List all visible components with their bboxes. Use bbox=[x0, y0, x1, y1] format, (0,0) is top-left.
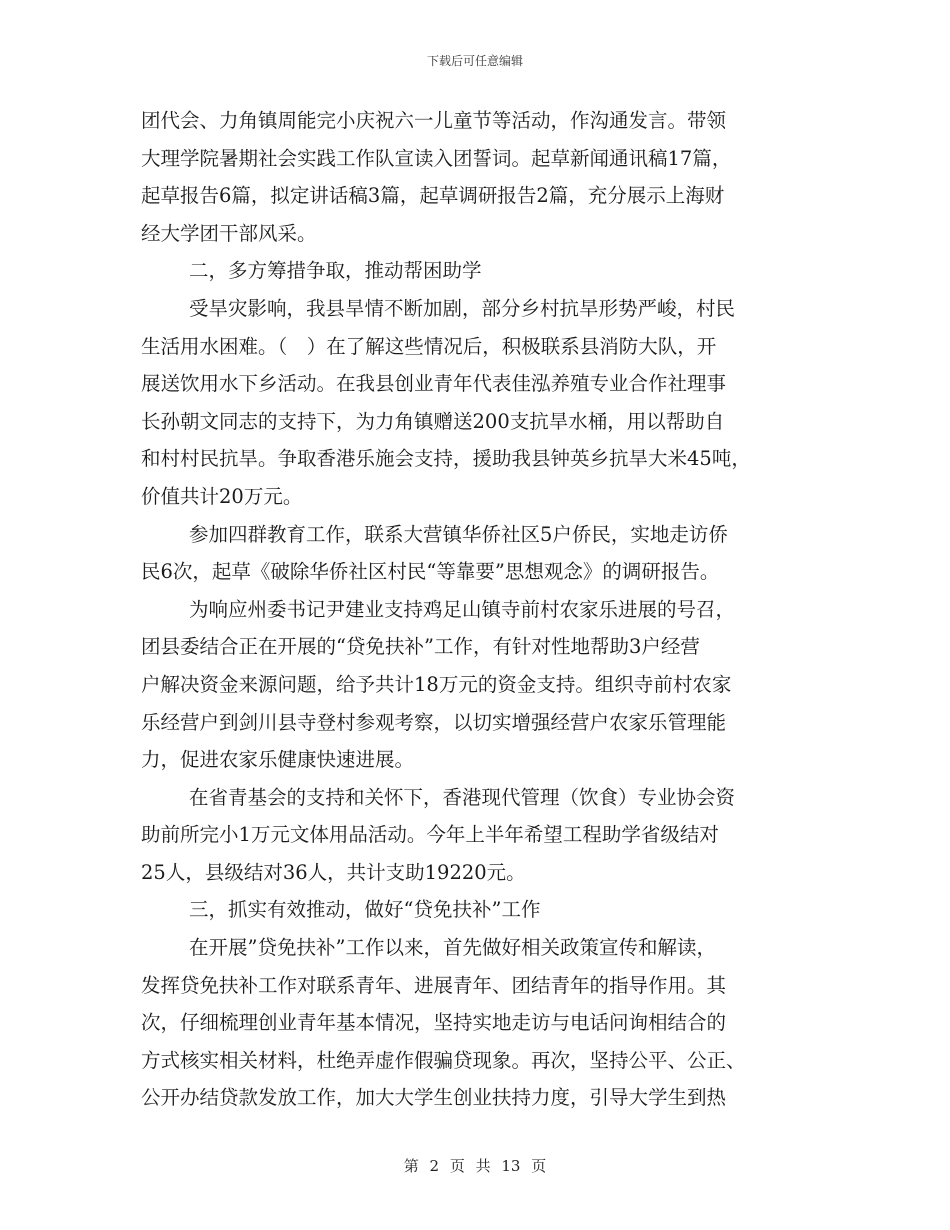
text-line: 在省青基会的支持和关怀下，香港现代管理（饮食）专业协会资 bbox=[189, 785, 736, 809]
text-line: 力，促进农家乐健康快速进展。 bbox=[141, 748, 415, 772]
text-line: 公开办结贷款发放工作，加大大学生创业扶持力度，引导大学生到热 bbox=[141, 1086, 727, 1110]
text-line: 经大学团干部风采。 bbox=[141, 221, 317, 245]
text-line: 户解决资金来源问题，给予共计18万元的资金支持。组织寺前村农家 bbox=[141, 672, 732, 696]
text-line: 三，抓实有效推动，做好“贷免扶补”工作 bbox=[189, 898, 541, 922]
document-body bbox=[141, 102, 813, 1117]
text-line: 团代会、力角镇周能完小庆祝六一儿童节等活动，作沟通发言。带领 bbox=[141, 109, 727, 132]
text-line: 二，多方筹措争取，推动帮困助学 bbox=[189, 259, 482, 283]
text-line: 在开展”贷免扶补”工作以来，首先做好相关政策宣传和解读， bbox=[189, 936, 716, 960]
text-line: 方式核实相关材料，杜绝弄虚作假骗贷现象。再次，坚持公平、公正、 bbox=[141, 1048, 746, 1072]
text-line: 和村村民抗旱。争取香港乐施会支持，援助我县钟英乡抗旱大米45吨， bbox=[141, 447, 751, 471]
text-line: 次，仔细梳理创业青年基本情况，坚持实地走访与电话问询相结合的 bbox=[141, 1011, 727, 1035]
text-line: 受旱灾影响，我县旱情不断加剧，部分乡村抗旱形势严峻，村民 bbox=[189, 296, 736, 320]
text-line: 发挥贷免扶补工作对联系青年、进展青年、团结青年的指导作用。其 bbox=[141, 973, 727, 997]
text-line: 民6次，起草《破除华侨社区村民“等靠要”思想观念》的调研报告。 bbox=[141, 560, 720, 584]
page-header: 下载后可任意编辑 bbox=[426, 54, 523, 68]
text-line: 为响应州委书记尹建业支持鸡足山镇寺前村农家乐进展的号召， bbox=[189, 597, 736, 621]
text-line: 乐经营户到剑川县寺登村参观考察，以切实增强经营户农家乐管理能 bbox=[141, 710, 727, 734]
text-line: 长孙朝文同志的支持下，为力角镇赠送200支抗旱水桶，用以帮助自 bbox=[141, 409, 725, 433]
text-line: 大理学院暑期社会实践工作队宣读入团誓词。起草新闻通讯稿17篇， bbox=[141, 146, 732, 170]
text-line: 25人，县级结对36人，共计支助19220元。 bbox=[141, 860, 526, 884]
text-line: 助前所完小1万元文体用品活动。今年上半年希望工程助学省级结对 bbox=[141, 823, 719, 847]
text-line: 团县委结合正在开展的“贷免扶补”工作，有针对性地帮助3户经营 bbox=[141, 635, 700, 659]
text-line: 参加四群教育工作，联系大营镇华侨社区5户侨民，实地走访侨 bbox=[189, 522, 728, 546]
text-line: 生活用水困难。（ ）在了解这些情况后，积极联系县消防大队，开 bbox=[141, 334, 717, 358]
text-line: 价值共计20万元。 bbox=[141, 484, 303, 508]
text-line: 展送饮用水下乡活动。在我县创业青年代表佳泓养殖专业合作社理事 bbox=[141, 372, 727, 396]
text-line: 起草报告6篇，拟定讲话稿3篇，起草调研报告2篇，充分展示上海财 bbox=[141, 184, 725, 208]
page-footer: 第 2 页 共 13 页 bbox=[403, 1157, 547, 1175]
